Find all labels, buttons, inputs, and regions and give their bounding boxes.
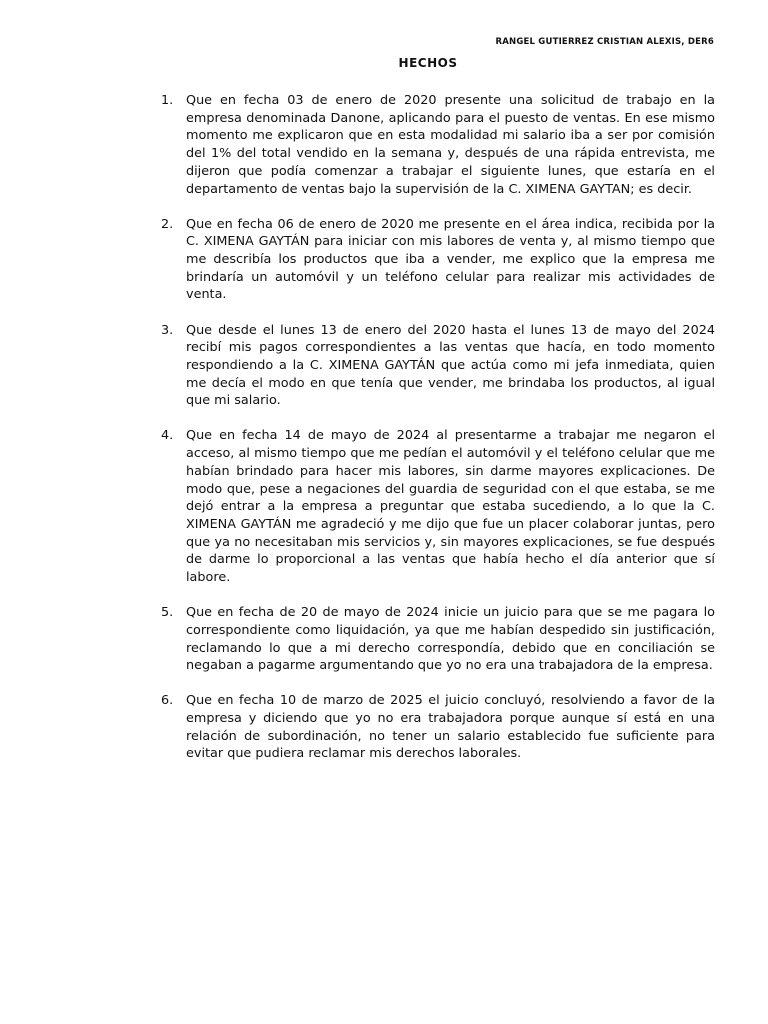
fact-number: 1. (161, 93, 174, 108)
fact-number: 3. (161, 322, 174, 338)
fact-item (161, 604, 715, 675)
fact-text: Que en fecha 03 de enero de 2020 presente una solicitud de trabajo en la empresa denominada Danone, aplicando para el puesto de ventas. En ese mismo momento me explicaron que en esta modalidad mi salario iba a ser por comisión del 1% del total vendido en la semana y, después de una rápida entrevista, me dijeron que podía comenzar a trabajar el siguiente lunes, que estaría en el departamento de ventas bajo la supervisión de la C. XIMENA GAYTAN; es decir. (186, 93, 715, 197)
fact-number: 6. (161, 693, 174, 709)
fact-item (161, 427, 715, 586)
fact-number: 4. (161, 428, 174, 444)
fact-number: 5. (161, 605, 174, 621)
author-header: RANGEL GUTIERREZ CRISTIAN ALEXIS, DER6 (495, 37, 714, 47)
fact-number: 2. (161, 216, 174, 232)
fact-text: Que en fecha 10 de marzo de 2025 el juicio concluyó, resolviendo a favor de la empresa y diciendo que yo no era trabajadora porque aunque sí está en una relación de subordinación, no tener un salario establecido fue suficiente para evitar que pudiera reclamar mis derechos laborales. (186, 693, 715, 762)
page-title: HECHOS (398, 56, 458, 70)
fact-text: Que en fecha 14 de mayo de 2024 al presentarme a trabajar me negaron el acceso, al mismo tiempo que me pedían el automóvil y el teléfono celular que me habían brindado para hacer mis labores, sin darme mayores explicaciones. De modo que, pese a negaciones del guardia de seguridad con el que estaba, se me dejó entrar a la empresa a preguntar que estaba sucediendo, a lo que la C. XIMENA GAYTÁN me agradeció y me dijo que fue un placer colaborar juntas, pero que ya no necesitaban mis servicios y, sin mayores explicaciones, se fue después de darme lo proporcional a las ventas que había hecho el día anterior que sí labore. (186, 428, 715, 586)
fact-item (161, 692, 715, 763)
fact-item (161, 92, 715, 198)
fact-text: Que en fecha de 20 de mayo de 2024 inicie un juicio para que se me pagara lo correspondiente como liquidación, ya que me habían despedido sin justificación, reclamando lo que a mi derecho correspondía, debido que en conciliación se negaban a pagarme argumentando que yo no era una trabajadora de la empresa. (186, 605, 715, 674)
facts-list (161, 92, 715, 781)
fact-item (161, 322, 715, 411)
fact-item (161, 216, 715, 305)
fact-text: Que desde el lunes 13 de enero del 2020 hasta el lunes 13 de mayo del 2024 recibí mis pagos correspondientes a las ventas que hacía, en todo momento respondiendo a la C. XIMENA GAYTÁN que actúa como mi jefa inmediata, quien me decía el modo en que tenía que vender, me brindaba los productos, al igual que mi salario. (186, 322, 715, 409)
fact-text: Que en fecha 06 de enero de 2020 me presente en el área indica, recibida por la C. XIMENA GAYTÁN para iniciar con mis labores de venta y, al mismo tiempo que me describía los productos que iba a vender, me explico que la empresa me brindaría un automóvil y un teléfono celular para realizar mis actividades de venta. (186, 216, 715, 303)
